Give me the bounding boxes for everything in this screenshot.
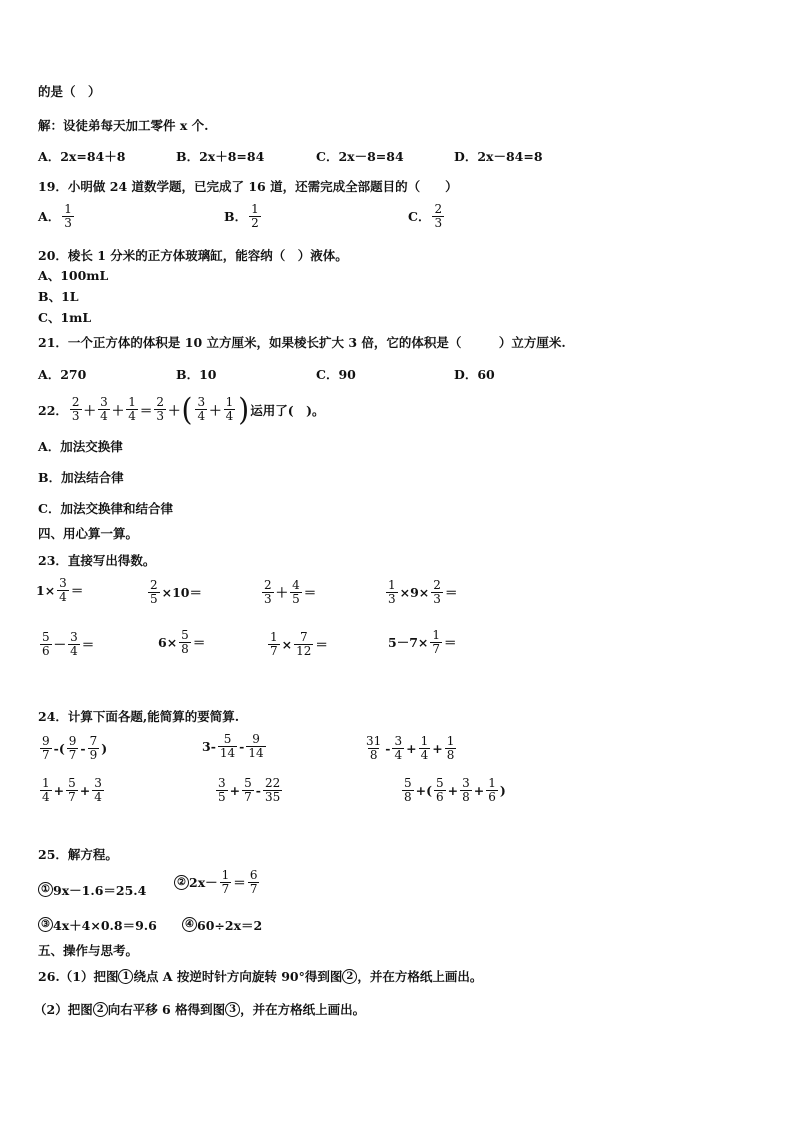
numerator: 7 (89, 734, 98, 748)
math-text (408, 203, 446, 229)
q24-stem: 24．计算下面各题,能简算的要简算. (38, 709, 240, 724)
math-text: - (255, 782, 261, 798)
numerator: 1 (225, 395, 234, 410)
numerator: 5 (404, 776, 412, 790)
denominator: 7 (249, 881, 258, 896)
math-text: -( (53, 740, 65, 756)
math-text: ＋ (168, 402, 181, 418)
math-text: + (406, 740, 417, 756)
numerator: 3 (59, 576, 67, 590)
math-text: ＝ (303, 585, 317, 601)
math-text: ×10＝ (161, 585, 203, 601)
q21-option-c: C．90 (316, 367, 356, 382)
fraction (67, 735, 79, 761)
fraction (386, 579, 398, 605)
math-text (388, 629, 457, 655)
q22-option-b: B．加法结合律 (38, 470, 124, 485)
numerator: 3 (218, 776, 226, 790)
q25-stem: 25．解方程。 (38, 847, 118, 862)
numerator: 1 (270, 630, 278, 644)
fraction (249, 203, 261, 229)
q18-tail: 的是（ ） (38, 84, 101, 99)
numerator: 5 (68, 776, 76, 790)
fraction (246, 733, 265, 759)
q20-option-c: C、1mL (38, 310, 92, 325)
fraction (40, 631, 52, 657)
math-text: + (53, 782, 65, 798)
math-text: ，并在方格纸上画出。 (240, 1002, 366, 1017)
q26-part-2 (34, 1000, 365, 1018)
denominator: 4 (225, 409, 234, 423)
math-text: + (79, 782, 91, 798)
numerator: 5 (436, 776, 444, 790)
q26-part-1 (38, 967, 482, 985)
denominator: 4 (70, 643, 78, 658)
denominator: 5 (150, 591, 158, 606)
denominator: 3 (434, 215, 443, 230)
math-text: 3- (202, 738, 216, 754)
denominator: 4 (94, 789, 102, 804)
q18-option-c: C．2x－8=84 (316, 149, 404, 164)
math-text: ＋ (275, 585, 289, 601)
math-text: ＝ (444, 585, 458, 601)
numerator: 1 (488, 776, 496, 790)
q23-item-2 (146, 577, 202, 605)
fraction (364, 735, 383, 761)
fraction (148, 579, 160, 605)
q23-item-1 (36, 577, 83, 603)
denominator: 4 (59, 589, 67, 604)
denominator: 3 (156, 409, 165, 423)
q25-equation-1 (38, 880, 146, 899)
q19-option-c (408, 203, 446, 229)
fraction (242, 777, 254, 803)
numerator: 4 (292, 578, 300, 592)
denominator: 6 (488, 789, 496, 804)
math-text (38, 881, 146, 899)
numerator: 2 (434, 202, 443, 216)
q24-problem-2 (202, 733, 268, 759)
numerator: 9 (42, 734, 50, 748)
math-text: ＝ (70, 583, 84, 599)
fraction (218, 733, 237, 759)
math-text: ＝ (233, 875, 246, 891)
denominator: 4 (42, 789, 50, 804)
fraction (40, 777, 52, 803)
math-text: 运用了( )。 (250, 402, 325, 418)
q24-problem-4 (38, 775, 106, 803)
fraction (445, 735, 457, 761)
math-text (214, 777, 284, 803)
q21-stem: 21．一个正方体的体积是 10 立方厘米，如果棱长扩大 3 倍，它的体积是（ ）立方厘米. (38, 335, 566, 350)
q25-equation-3 (38, 915, 157, 934)
section-4-title: 四、用心算一算。 (38, 526, 139, 541)
numerator: 2 (71, 395, 80, 410)
q22-option-c: C．加法交换律和结合律 (38, 501, 173, 516)
denominator: 6 (42, 643, 50, 658)
denominator: 7 (42, 747, 50, 762)
numerator: 3 (197, 395, 206, 410)
q23-item-8 (388, 629, 457, 655)
denominator: 2 (251, 215, 259, 230)
fraction (98, 396, 110, 422)
q18-option-b: B．2x＋8=84 (176, 149, 265, 164)
denominator: 14 (248, 745, 264, 760)
math-text: + (432, 740, 443, 756)
circled-number: 2 (93, 1002, 108, 1017)
math-text: － (53, 637, 67, 653)
math-text: （2）把图 (34, 1002, 93, 1017)
math-text: ) (101, 740, 108, 756)
math-text: ＋ (209, 402, 222, 418)
denominator: 4 (420, 747, 429, 762)
math-text: + (447, 782, 459, 798)
fraction (263, 777, 282, 803)
denominator: 6 (436, 789, 444, 804)
math-text (182, 916, 262, 934)
denominator: 4 (100, 409, 108, 423)
fraction (392, 735, 404, 761)
q19-stem: 19．小明做 24 道数学题，已完成了 16 道，还需完成全部题目的（ ） (38, 179, 458, 194)
numerator: 9 (252, 732, 260, 746)
denominator: 8 (462, 789, 470, 804)
fraction (126, 396, 138, 422)
math-text: 1× (36, 582, 56, 598)
math-text (34, 1000, 365, 1018)
math-text (38, 631, 94, 657)
fraction (294, 631, 313, 657)
math-text (38, 735, 107, 761)
denominator: 3 (264, 591, 272, 606)
numerator: 9 (68, 734, 77, 748)
q24-problem-3 (362, 733, 458, 761)
circled-number: ③ (38, 917, 53, 932)
q18-option-a: A．2x=84＋8 (38, 149, 126, 164)
math-text: ＝ (139, 402, 153, 418)
circled-number: ① (38, 882, 53, 897)
math-text: 22． (38, 402, 68, 418)
numerator: 1 (432, 628, 441, 642)
circled-number: 3 (225, 1002, 240, 1017)
numerator: 31 (366, 734, 382, 748)
numerator: 22 (264, 776, 281, 790)
q19-option-a (38, 203, 76, 229)
numerator: 2 (156, 395, 165, 410)
denominator: 14 (219, 745, 236, 760)
fraction (430, 629, 442, 655)
circled-number: 2 (342, 969, 357, 984)
fraction (220, 869, 232, 895)
q20-option-a: A、100mL (38, 268, 109, 283)
denominator: 4 (197, 409, 206, 423)
fraction (62, 203, 74, 229)
q21-option-d: D．60 (454, 367, 495, 382)
math-text: ＝ (81, 637, 95, 653)
circled-number: 1 (118, 969, 133, 984)
right-paren: ) (238, 391, 250, 428)
q23-item-3 (260, 577, 316, 605)
math-text: ＋ (111, 402, 125, 418)
fraction (224, 396, 236, 422)
math-text: - (385, 740, 391, 756)
q24-problem-1 (38, 733, 107, 761)
math-text: A． (38, 209, 61, 225)
fraction (57, 577, 69, 603)
math-text: B． (224, 209, 248, 225)
math-text: 6× (158, 634, 178, 650)
math-text: ×9× (399, 584, 430, 600)
numerator: 7 (299, 630, 308, 644)
q20-stem: 20．棱长 1 分米的正方体玻璃缸，能容纳（ ）液体。 (38, 248, 348, 263)
math-text (202, 733, 268, 759)
math-text: 2x－ (189, 875, 218, 891)
denominator: 7 (68, 747, 77, 762)
fraction (248, 869, 260, 895)
numerator: 3 (462, 776, 470, 790)
math-text (400, 777, 506, 803)
numerator: 1 (64, 202, 72, 216)
fraction (88, 735, 100, 761)
denominator: 3 (433, 591, 441, 606)
circled-number: ② (174, 875, 189, 890)
numerator: 1 (388, 578, 396, 592)
math-text (38, 393, 325, 426)
denominator: 35 (264, 789, 281, 804)
numerator: 1 (221, 868, 230, 882)
fraction (290, 579, 302, 605)
q23-item-6 (158, 629, 205, 655)
math-text (224, 203, 263, 229)
numerator: 3 (100, 395, 108, 410)
left-paren: ( (181, 391, 193, 428)
math-text (38, 777, 106, 803)
q23-item-7 (266, 629, 328, 657)
denominator: 4 (394, 747, 403, 762)
denominator: 7 (68, 789, 76, 804)
math-text: - (239, 738, 245, 754)
math-text: 26.（1）把图 (38, 969, 119, 984)
math-text: ＝ (444, 635, 457, 651)
math-text: ) (499, 782, 506, 798)
q22-stem (38, 393, 325, 426)
fraction (486, 777, 498, 803)
math-text: ＝ (192, 635, 206, 651)
numerator: 1 (251, 202, 259, 216)
fraction (432, 203, 444, 229)
numerator: 2 (150, 578, 158, 592)
numerator: 5 (244, 776, 252, 790)
fraction (154, 396, 166, 422)
denominator: 3 (388, 591, 396, 606)
math-text (146, 579, 202, 605)
denominator: 7 (432, 641, 441, 656)
math-text (158, 629, 205, 655)
q21-option-a: A．270 (38, 367, 87, 382)
denominator: 7 (270, 643, 278, 658)
fraction (431, 579, 443, 605)
denominator: 8 (181, 641, 189, 656)
denominator: 5 (218, 789, 226, 804)
math-text (38, 203, 76, 229)
fraction (402, 777, 414, 803)
q25-equation-2 (174, 869, 261, 895)
q19-option-b (224, 203, 263, 229)
fraction (216, 777, 228, 803)
fraction (92, 777, 104, 803)
math-text: ，并在方格纸上画出。 (357, 969, 483, 984)
math-text: 绕点 A 按逆时针方向旋转 90°得到图 (133, 969, 343, 984)
math-text: 5－7× (388, 635, 429, 651)
denominator: 8 (404, 789, 412, 804)
math-text (260, 579, 316, 605)
numerator: 2 (264, 578, 272, 592)
numerator: 2 (433, 578, 441, 592)
q18-solution: 解：设徒弟每天加工零件 x 个. (38, 118, 209, 133)
denominator: 3 (71, 409, 80, 423)
math-text: 向右平移 6 格得到图 (107, 1002, 226, 1017)
math-text: +( (415, 782, 433, 798)
math-text: C． (408, 209, 431, 225)
numerator: 3 (94, 776, 102, 790)
math-text: ＋ (83, 402, 97, 418)
q25-equation-4 (182, 915, 262, 934)
math-text (174, 869, 261, 895)
numerator: 3 (70, 630, 78, 644)
q22-option-a: A．加法交换律 (38, 439, 123, 454)
denominator: 3 (64, 215, 72, 230)
math-text (36, 577, 83, 603)
denominator: 8 (369, 747, 378, 762)
fraction (40, 735, 52, 761)
math-text: × (281, 636, 293, 652)
denominator: 7 (244, 789, 252, 804)
math-text: + (229, 782, 241, 798)
fraction (460, 777, 472, 803)
math-text: 60÷2x＝2 (197, 917, 263, 933)
math-text (384, 579, 457, 605)
q24-problem-5 (214, 775, 284, 803)
numerator: 5 (42, 630, 50, 644)
numerator: 1 (128, 395, 136, 410)
circled-number: ④ (182, 917, 197, 932)
math-text: + (473, 782, 485, 798)
math-text (266, 631, 328, 657)
denominator: 12 (296, 643, 312, 658)
math-text (38, 916, 157, 934)
numerator: 5 (223, 732, 232, 746)
numerator: 6 (249, 868, 258, 882)
math-text (362, 735, 458, 761)
math-text: 4x＋4×0.8＝9.6 (53, 917, 157, 933)
numerator: 1 (446, 734, 455, 748)
fraction (70, 396, 82, 422)
math-text: - (80, 740, 86, 756)
fraction (268, 631, 280, 657)
q20-option-b: B、1L (38, 289, 79, 304)
denominator: 7 (221, 881, 230, 896)
fraction (434, 777, 446, 803)
math-text (38, 967, 482, 985)
fraction (262, 579, 274, 605)
numerator: 1 (420, 734, 429, 748)
fraction (419, 735, 431, 761)
fraction (68, 631, 80, 657)
denominator: 5 (292, 591, 300, 606)
q18-option-d: D．2x－84=8 (454, 149, 543, 164)
q24-problem-6 (400, 775, 506, 803)
denominator: 8 (446, 747, 455, 762)
section-5-title: 五、操作与思考。 (38, 943, 139, 958)
denominator: 4 (128, 409, 136, 423)
numerator: 5 (181, 628, 189, 642)
fraction (66, 777, 78, 803)
denominator: 9 (89, 747, 98, 762)
numerator: 1 (42, 776, 50, 790)
math-text: ＝ (315, 637, 328, 653)
q23-item-5 (38, 629, 94, 657)
fraction (195, 396, 207, 422)
fraction (179, 629, 191, 655)
math-text: 9x－1.6＝25.4 (53, 882, 147, 898)
q23-item-4 (384, 577, 457, 605)
q23-stem: 23．直接写出得数。 (38, 553, 156, 568)
numerator: 3 (394, 734, 403, 748)
q21-option-b: B．10 (176, 367, 217, 382)
